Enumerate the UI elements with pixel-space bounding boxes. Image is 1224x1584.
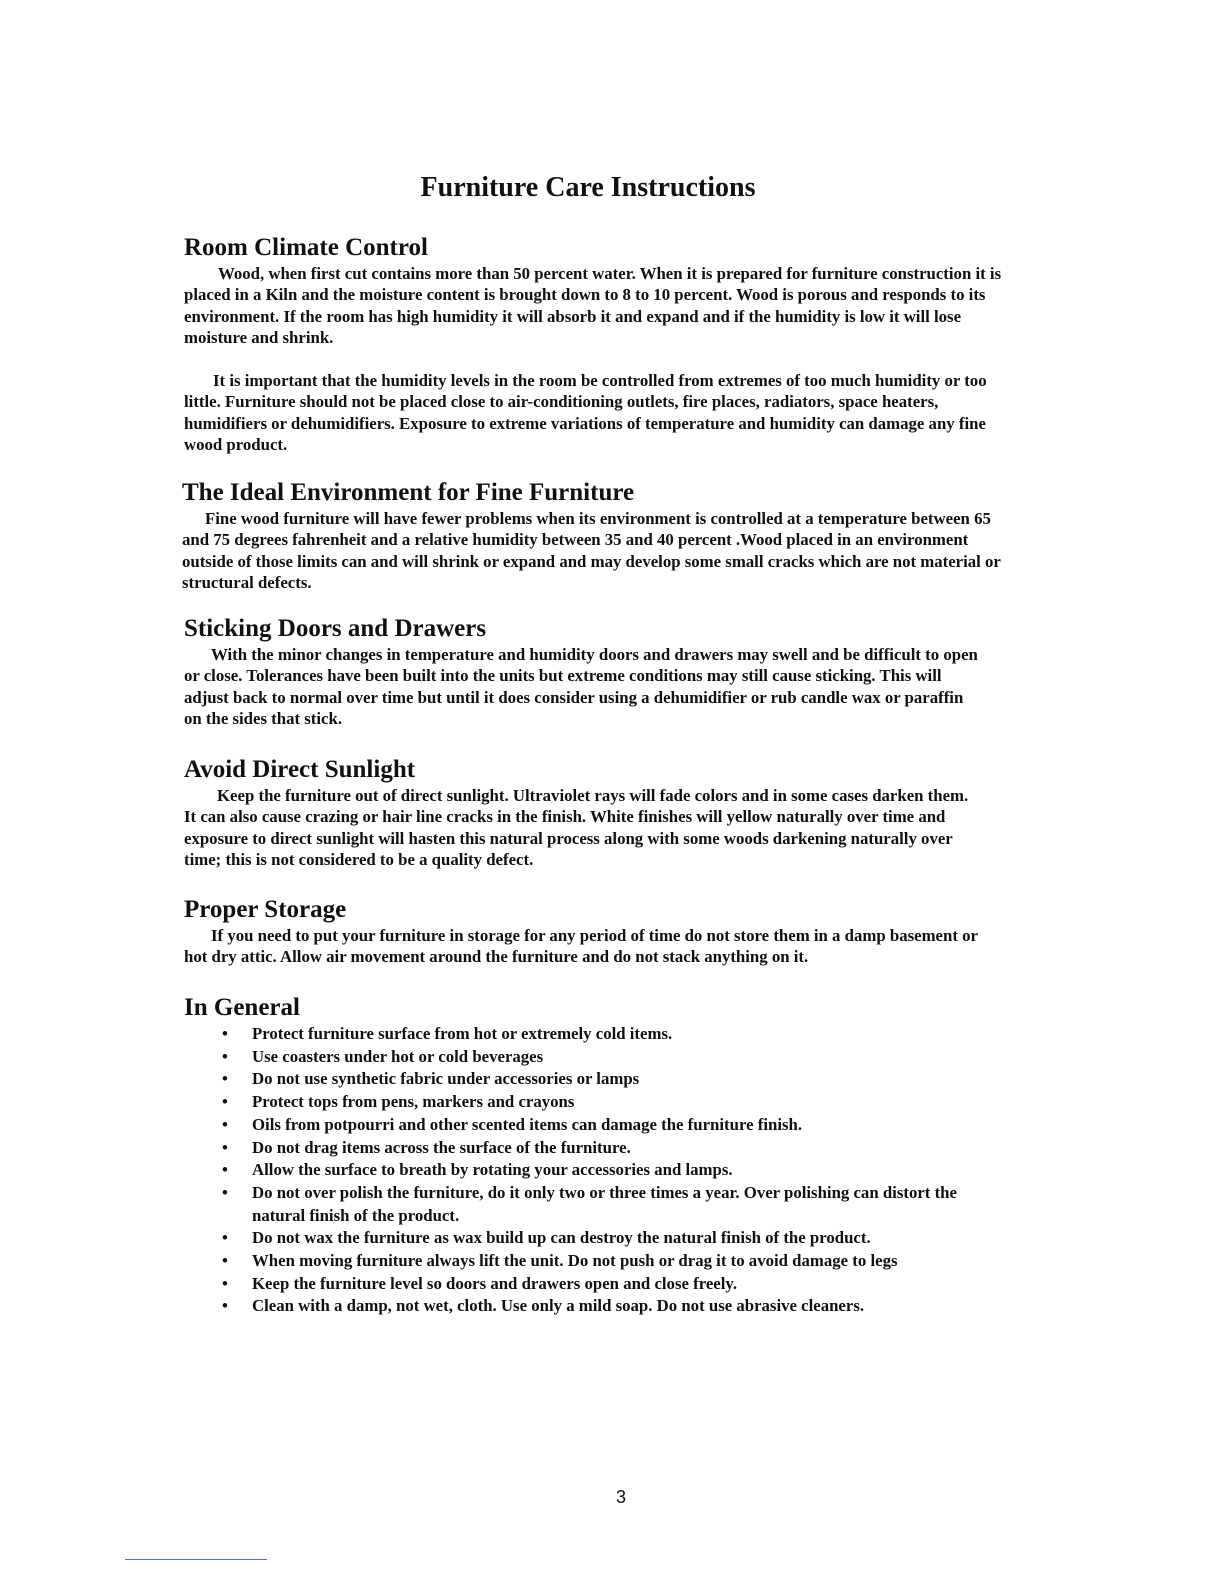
bullet-icon: • (222, 1160, 228, 1180)
section-ideal-environment (182, 478, 1008, 593)
section-heading: In General (184, 994, 300, 1021)
care-tips-list (184, 1023, 984, 1318)
bullet-icon: • (222, 1024, 228, 1043)
list-item (184, 1023, 984, 1046)
bullet-icon: • (222, 1251, 228, 1271)
list-item-text: Keep the furniture level so doors and drawers open and close freely. (252, 1273, 738, 1293)
list-item (184, 1114, 984, 1137)
list-item-text: Use coasters under hot or cold beverages (252, 1046, 544, 1066)
list-item (184, 1250, 984, 1273)
list-item-text: Do not wax the furniture as wax build up can destroy the natural finish of the product. (252, 1228, 871, 1248)
section-heading: The Ideal Environment for Fine Furniture (182, 479, 635, 506)
list-item-text: Protect furniture surface from hot or extremely cold items. (252, 1024, 673, 1043)
section-heading: Sticking Doors and Drawers (184, 615, 487, 642)
list-item-text: Oils from potpourri and other scented items can damage the furniture finish. (252, 1114, 803, 1134)
list-item-text: Do not use synthetic fabric under accessories or lamps (252, 1069, 640, 1089)
section-in-general (184, 993, 984, 1318)
section-paragraph: Wood, when first cut contains more than 50 percent water. When it is prepared for furniture construction it is placed in a Kiln and the moisture content is brought down to 8 to 10 percent. Wood is porous and responds to its environment. If the room has high humidity it will absorb it and expand and if the humidity is low it will lose moisture and shrink. (184, 264, 1002, 347)
bullet-icon: • (222, 1046, 228, 1066)
list-item-text: Allow the surface to breath by rotating your accessories and lamps. (252, 1160, 733, 1180)
section-sticking-doors (184, 614, 984, 729)
list-item (184, 1159, 984, 1182)
list-item (184, 1068, 984, 1091)
section-paragraph: Keep the furniture out of direct sunlight. Ultraviolet rays will fade colors and in some cases darken them. It can also cause crazing or hair line cracks in the finish. White finishes will yellow naturally over time and exposure to direct sunlight will hasten this natural process along with some woods darkening naturally over time; this is not considered to be a quality defect. (184, 786, 969, 869)
list-item (184, 1273, 984, 1296)
list-item-text: Do not over polish the furniture, do it only two or three times a year. Over polishing can distort the natural finish of the product. (252, 1182, 957, 1225)
section-proper-storage (184, 895, 994, 968)
section-heading: Avoid Direct Sunlight (184, 756, 416, 783)
bullet-icon: • (222, 1114, 228, 1134)
list-item-text: Do not drag items across the surface of the furniture. (252, 1137, 631, 1157)
list-item-text: Clean with a damp, not wet, cloth. Use only a mild soap. Do not use abrasive cleaners. (252, 1296, 865, 1316)
section-room-climate-control (184, 233, 1014, 455)
bullet-icon: • (222, 1182, 228, 1202)
section-paragraph: With the minor changes in temperature and humidity doors and drawers may swell and be difficult to open or close. Tolerances have been built into the units but extreme conditions may still cause sticking. This will adjust back to normal over time but until it does consider using a dehumidifier or rub candle wax or paraffin on the sides that stick. (184, 645, 978, 728)
page-number: 3 (615, 1487, 626, 1507)
bullet-icon: • (222, 1137, 228, 1157)
bullet-icon: • (222, 1273, 228, 1293)
footnote-divider (125, 1559, 267, 1560)
list-item (184, 1046, 984, 1069)
bullet-icon: • (222, 1069, 228, 1089)
section-paragraph: Fine wood furniture will have fewer problems when its environment is controlled at a temperature between 65 and 75 degrees fahrenheit and a relative humidity between 35 and 40 percent .Wood placed in an environment outside of those limits can and will shrink or expand and may develop some small cracks which are not material or structural defects. (182, 509, 1001, 592)
section-avoid-direct-sunlight (184, 755, 984, 870)
list-item (184, 1227, 984, 1250)
list-item-text: Protect tops from pens, markers and crayons (252, 1092, 575, 1112)
list-item (184, 1137, 984, 1160)
list-item (184, 1091, 984, 1114)
list-item-text: When moving furniture always lift the unit. Do not push or drag it to avoid damage to legs (252, 1251, 898, 1271)
list-item (184, 1295, 984, 1318)
bullet-icon: • (222, 1092, 228, 1112)
section-heading: Proper Storage (184, 896, 347, 923)
bullet-icon: • (222, 1228, 228, 1248)
list-item (184, 1182, 984, 1227)
section-heading: Room Climate Control (184, 234, 428, 261)
section-paragraph: If you need to put your furniture in storage for any period of time do not store them in a damp basement or hot dry attic. Allow air movement around the furniture and do not stack anything on it. (184, 926, 978, 967)
section-paragraph: It is important that the humidity levels in the room be controlled from extremes of too much humidity or too little. Furniture should not be placed close to air-conditioning outlets, fire places, radiators, space heaters, humidifiers or dehumidifiers. Exposure to extreme variations of temperature and humidity can damage any fine wood product. (184, 371, 987, 455)
bullet-icon: • (222, 1296, 228, 1316)
page-title: Furniture Care Instructions (420, 172, 756, 203)
